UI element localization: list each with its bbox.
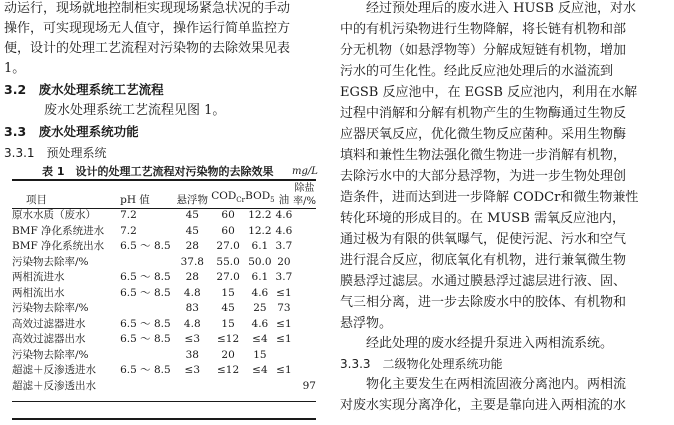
cell-cod: 20	[221, 348, 235, 361]
right-text-line: 过程中消解和分解有机物产生的生物酶通过生物反	[340, 106, 627, 121]
cell-oil: ≤1	[276, 333, 292, 346]
cell-ss: 38	[185, 348, 199, 361]
cell-cod: ≤12	[217, 333, 240, 346]
cell-ss: 4.8	[183, 286, 201, 299]
cell-ss: ≤3	[184, 333, 201, 346]
cell-item: 超滤＋反渗透出水	[12, 379, 96, 392]
cell-oil: 4.6	[275, 209, 293, 222]
cell-desalination	[293, 286, 316, 302]
right-text-line: 转化环境的形成目的。在 MUSB 需氧反应池内，	[340, 211, 625, 226]
cell-ss: 83	[185, 302, 199, 315]
right-text-line: 去除污水中的大部分悬浮物，为进一步生物处理创	[340, 169, 627, 184]
removal-efficiency-table	[12, 179, 316, 394]
left-text-line: 操作，可实现现场无人值守，操作运行简单监控方	[4, 21, 291, 36]
cell-cod: 27.0	[216, 271, 240, 284]
cell-desalination	[293, 363, 316, 379]
cell-cod: 15	[221, 286, 235, 299]
cell-oil: 3.7	[275, 240, 293, 253]
right-text-line: 对废水实现分离净化，主要是靠向进入两相流的水	[340, 398, 627, 413]
cell-desalination	[293, 301, 316, 317]
table-unit: mg/L	[292, 166, 318, 177]
cell-oil	[275, 379, 293, 395]
cell-ss: 37.8	[180, 255, 204, 268]
cell-ss: 28	[185, 271, 199, 284]
right-text-line: 物化主要发生在两相流固液分离池内。两相流	[340, 377, 627, 392]
cell-oil: ≤1	[276, 317, 292, 330]
cell-cod: 15	[221, 317, 235, 330]
cell-ph: 7.2	[120, 209, 137, 222]
table-row	[12, 270, 316, 286]
subsection-heading-3-3-1: 3.3.1 预处理系统	[4, 146, 107, 160]
cell-bod: 4.6	[251, 286, 269, 299]
cell-ph: 6.5 ～ 8.5	[120, 286, 171, 299]
col-header-desalination: 除盐率/%	[293, 183, 316, 207]
right-text-line: 悬浮物。	[340, 316, 393, 331]
cell-desalination	[293, 348, 316, 364]
right-text-line: 进行混合反应，彻底氧化有机物，进行兼氧微生物	[340, 253, 627, 268]
table-row	[12, 239, 316, 255]
cell-ss: 45	[185, 209, 199, 222]
cell-ss: 28	[185, 240, 199, 253]
left-text-line: 动运行，现场就地控制柜实现现场紧急状况的手动	[4, 1, 291, 16]
cell-ss: 4.8	[183, 317, 201, 330]
cell-ph: 6.5 ～ 8.5	[120, 271, 171, 284]
table-mid-rule	[12, 401, 316, 402]
cell-desalination	[293, 239, 316, 255]
cell-bod: 12.2	[248, 224, 272, 237]
cell-bod: ≤4	[252, 333, 268, 346]
table-row	[12, 379, 316, 395]
cell-desalination	[293, 317, 316, 333]
cell-oil	[275, 348, 293, 364]
cell-bod: 25	[253, 302, 267, 315]
cell-cod: 55.0	[216, 255, 240, 268]
cell-desalination	[293, 332, 316, 348]
cell-oil: ≤1	[276, 364, 292, 377]
table-row	[12, 286, 316, 302]
right-text-line: 经过预处理后的废水进入 HUSB 反应池，对水	[340, 1, 637, 16]
cell-oil: 20	[277, 255, 291, 268]
cell-cod: 45	[221, 302, 235, 315]
cell-item: 污染物去除率/%	[12, 255, 89, 268]
cell-item: 高效过滤器进水	[12, 317, 86, 330]
col-header-cod: $COD_{Cr}$	[211, 189, 245, 204]
cell-item: 超滤＋反渗透进水	[12, 364, 96, 377]
cell-item: 污染物去除率/%	[12, 302, 89, 315]
cell-desalination: 97	[302, 379, 316, 392]
cell-oil: 73	[277, 302, 291, 315]
cell-ph	[116, 301, 173, 317]
right-text-line: 气三相分离，进一步去除废水中的胶体、有机物和	[340, 295, 627, 310]
cell-ss	[173, 379, 211, 395]
cell-ph	[116, 348, 173, 364]
cell-ph: 6.5 ～ 8.5	[120, 364, 171, 377]
cell-desalination	[293, 270, 316, 286]
col-header-bod-label: BOD	[245, 189, 271, 202]
section-heading-3-3: 3.3 废水处理系统功能	[4, 124, 139, 139]
cell-ph: 6.5 ～ 8.5	[120, 333, 171, 346]
right-text-line: 污水的可生化性。经此反应池处理后的水溢流到	[340, 64, 614, 79]
cell-bod	[245, 379, 275, 395]
right-text-line: 分无机物（如悬浮物等）分解成短链有机物，增加	[340, 43, 627, 58]
col-header-ph: pH 值	[120, 194, 150, 206]
cell-cod	[211, 379, 245, 395]
cell-ss: 45	[185, 224, 199, 237]
cell-oil: 3.7	[275, 271, 293, 284]
cell-bod: 50.0	[248, 255, 272, 268]
cell-item: BMF 净化系统进水	[12, 224, 105, 237]
table-row	[12, 317, 316, 333]
cell-bod: 6.1	[251, 240, 269, 253]
subsection-heading-3-3-3: 3.3.3 二级物化处理系统功能	[340, 357, 503, 371]
cell-ss: ≤3	[184, 364, 201, 377]
right-text-line: 中的有机污染物进行生物降解，将长链有机物和部	[340, 22, 627, 37]
cell-bod: 12.2	[248, 209, 272, 222]
cell-cod: 27.0	[216, 240, 240, 253]
cell-desalination	[293, 224, 316, 240]
cell-cod: ≤12	[217, 364, 240, 377]
right-text-line: 经此处理的废水经提升泵进入两相流系统。	[340, 336, 614, 351]
table-row	[12, 332, 316, 348]
cell-item: 两相流进水	[12, 271, 65, 284]
right-text-line: 应器厌氧反应，优化微生物反应菌种。采用生物酶	[340, 127, 627, 142]
cell-item: 两相流出水	[12, 286, 65, 299]
table-row	[12, 224, 316, 240]
table-header-row	[12, 179, 316, 208]
table-row	[12, 301, 316, 317]
cell-bod: 15	[253, 348, 267, 361]
cell-item: BMF 净化系统出水	[12, 240, 105, 253]
cell-ph	[116, 379, 173, 395]
right-text-line: EGSB 反应池中，在 EGSB 反应池内，利用在水解	[340, 85, 638, 100]
cell-ph: 6.5 ～ 8.5	[120, 317, 171, 330]
cell-item: 原水水质（废水）	[12, 209, 96, 222]
table-row	[12, 348, 316, 364]
cell-desalination	[293, 208, 316, 224]
cell-ph: 7.2	[120, 224, 137, 237]
right-text-line: 造条件，进而达到进一步降解 CODCr和微生物兼性	[340, 190, 639, 205]
cell-cod: 60	[221, 224, 235, 237]
col-header-bod: $BOD_5$	[245, 189, 275, 204]
cell-item: 污染物去除率/%	[12, 348, 89, 361]
cell-oil: ≤1	[276, 286, 292, 299]
cell-ph	[116, 255, 173, 271]
cell-bod: 4.6	[251, 317, 269, 330]
col-header-ss: 悬浮物	[176, 194, 209, 206]
table-caption: 表 1 设计的处理工艺流程对污染物的去除效果	[42, 165, 274, 178]
cell-bod: 6.1	[251, 271, 269, 284]
col-header-cod-label: COD	[211, 189, 237, 202]
table-row	[12, 363, 316, 379]
right-text-line: 填料和兼性生物法强化微生物进一步消解有机物，	[340, 148, 627, 163]
cell-cod: 60	[221, 209, 235, 222]
left-text-line: 便，设计的处理工艺流程对污染物的去除效果见表	[4, 41, 291, 56]
section-3-2-body: 废水处理系统工艺流程见图 1。	[44, 103, 226, 118]
table-body	[12, 208, 316, 394]
col-header-item: 项目	[26, 194, 47, 206]
table-bottom-rule	[12, 418, 316, 420]
cell-ph: 6.5 ～ 8.5	[120, 240, 171, 253]
right-text-line: 通过极为有限的供氧曝气，促使污泥、污水和空气	[340, 232, 627, 247]
section-heading-3-2: 3.2 废水处理系统工艺流程	[4, 82, 164, 97]
right-text-line: 膜悬浮过滤层。水通过膜悬浮过滤层进行液、固、	[340, 274, 627, 289]
col-header-oil: 油	[278, 194, 290, 206]
left-text-line: 1。	[4, 61, 26, 76]
cell-oil: 4.6	[275, 224, 293, 237]
table-row	[12, 208, 316, 224]
table-row	[12, 255, 316, 271]
cell-desalination	[293, 255, 316, 271]
cell-item: 高效过滤器出水	[12, 333, 86, 346]
cell-bod: ≤4	[252, 364, 268, 377]
